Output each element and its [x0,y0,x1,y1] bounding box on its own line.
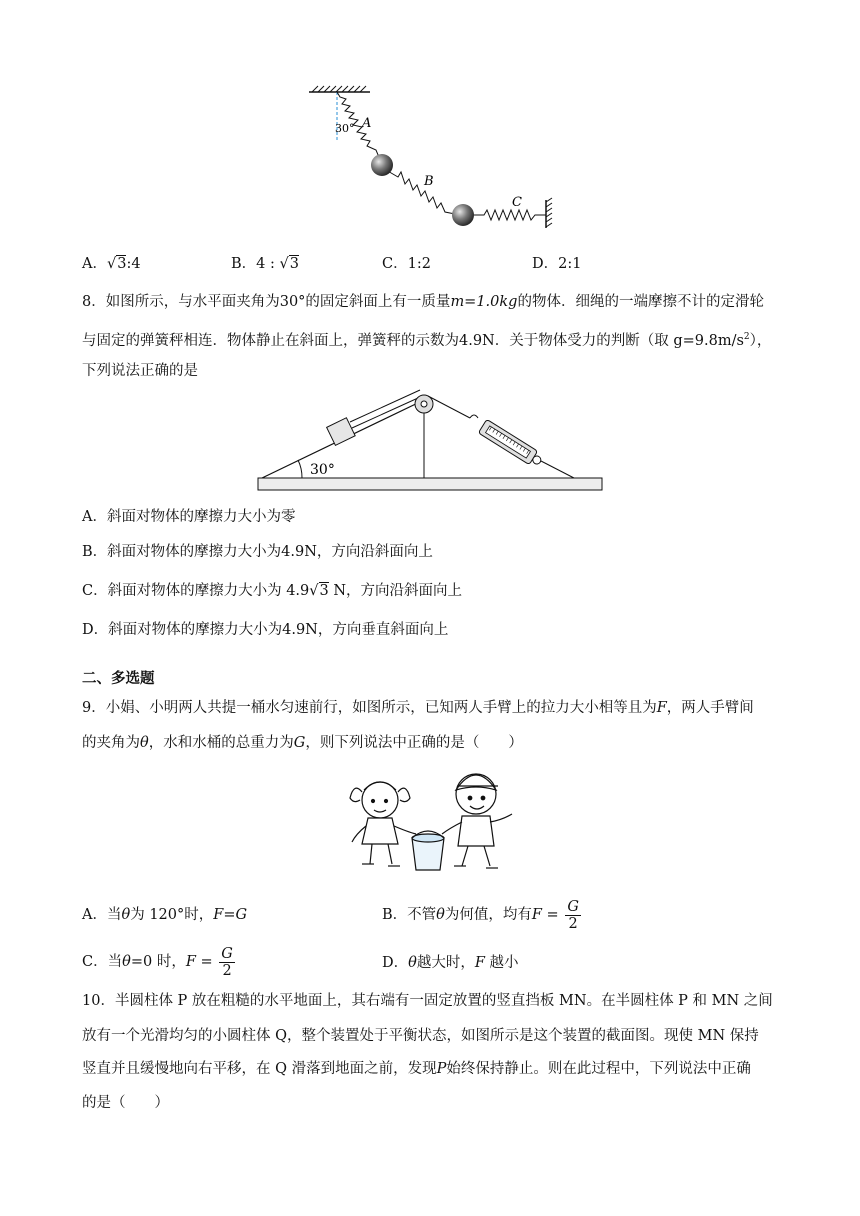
q7-angle-label: 30° [335,122,355,135]
q8-stem-line3: 下列说法正确的是 [82,363,198,379]
q10-line1: 10．半圆柱体 P 放在粗糙的水平地面上，其右端有一固定放置的竖直挡板 MN。在半圆柱体 P 和 MN 之间 [82,993,773,1009]
q9-option-b-fraction: $\frac{G}{2}$ [567,898,579,932]
q10-line2: 放有一个光滑均匀的小圆柱体 Q，整个装置处于平衡状态，如图所示是这个装置的截面图。现使 MN 保持 [82,1028,759,1044]
q7-spring-b-label: B [424,174,434,189]
q9-option-b: B．不管θ为何值，均有F = $\frac{G}{2}$ [382,898,579,932]
q7-option-c: C．1:2 [382,256,431,272]
q7-option-d: D．2:1 [532,256,582,272]
q8-angle-label: 30° [310,462,335,478]
q9-stem-line1: 9．小娟、小明两人共提一桶水匀速前行，如图所示，已知两人手臂上的拉力大小相等且为F，两人手臂间 [82,700,754,716]
q10-line4: 的是（ ） [82,1095,169,1111]
q9-option-a: A．当θ为 120°时，F=G [82,907,248,923]
section-multiple-choice-title: 二、多选题 [82,670,155,687]
q8-option-c: C．斜面对物体的摩擦力大小为 4.9√3 N，方向沿斜面向上 [82,583,463,599]
q9-option-c-fraction: $\frac{G}{2}$ [221,945,233,979]
q10-line3: 竖直并且缓慢地向右平移，在 Q 滑落到地面之前，发现P始终保持静止。则在此过程中，下列说法中正确 [82,1061,751,1077]
q7-spring-c-label: C [512,195,522,210]
q9-stem-line2: 的夹角为θ，水和水桶的总重力为G，则下列说法中正确的是（ ） [82,735,523,751]
q9-option-d: D．θ越大时，F 越小 [382,955,519,971]
q8-option-a: A．斜面对物体的摩擦力大小为零 [82,509,296,525]
q8-stem-line2: 与固定的弹簧秤相连．物体静止在斜面上，弹簧秤的示数为4.9N．关于物体受力的判断（取 $g=9.8m/s^2$）， [82,332,772,349]
q8-option-d: D．斜面对物体的摩擦力大小为4.9N，方向垂直斜面向上 [82,622,449,638]
q9-option-c: C．当θ=0 时，F = $\frac{G}{2}$ [82,945,233,979]
q8-option-b: B．斜面对物体的摩擦力大小为4.9N，方向沿斜面向上 [82,544,433,560]
q8-stem-line1: 8．如图所示，与水平面夹角为30°的固定斜面上有一质量m=1.0kg的物体．细绳的一端摩擦不计的定滑轮 [82,294,764,310]
q7-option-b: B．4 : √3 [231,256,299,272]
q7-option-a: A．√3:4 [82,256,141,272]
q7-spring-a-label: A [362,116,372,131]
